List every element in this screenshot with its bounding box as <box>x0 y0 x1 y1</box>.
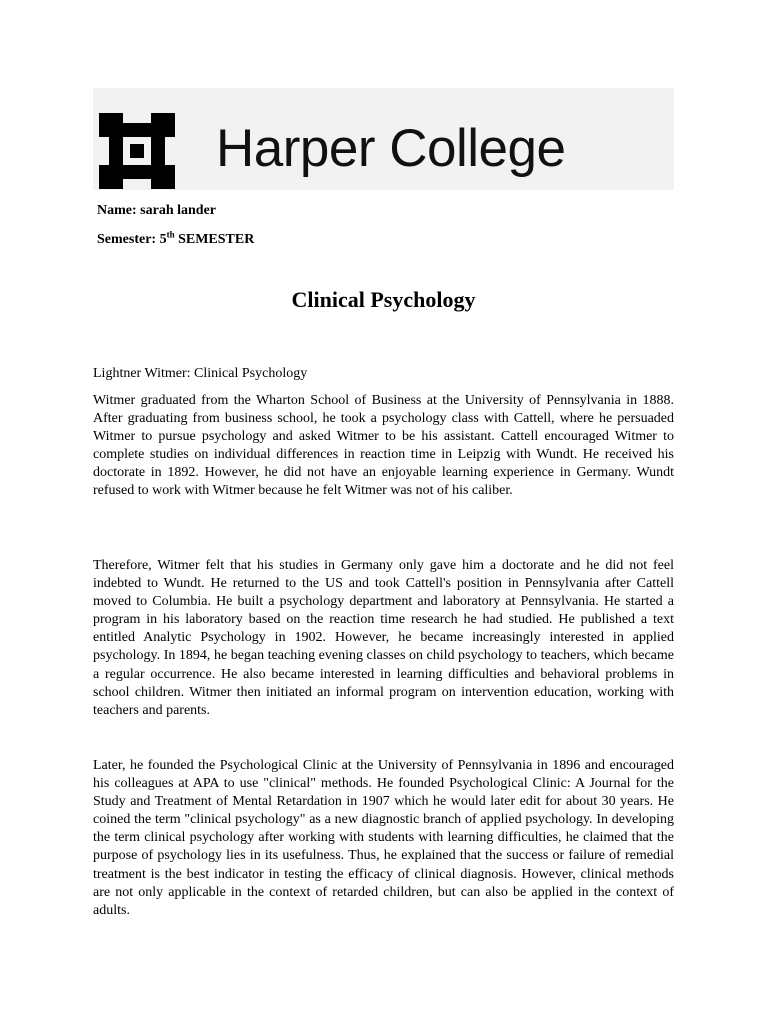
student-name-line <box>97 202 216 220</box>
section-subheading: Lightner Witmer: Clinical Psychology <box>93 366 308 381</box>
semester-word: SEMESTER <box>178 232 255 247</box>
semester-number: 5 <box>159 232 167 247</box>
semester-suffix: th <box>166 229 175 240</box>
name-value: sarah lander <box>140 203 216 218</box>
college-logo-text: Harper College <box>216 119 566 178</box>
paragraph-3: Later, he founded the Psychological Clinic at the University of Pennsylvania in 1896 and encouraged his colleagues at APA to use "clinical" methods. He founded Psychological Clinic: A Journal for the Study and Treatment of Mental Retardation in 1907 which he would later edit for about 30 years. He coined the term "clinical psychology" as a new diagnostic branch of applied psychology. In developing the term clinical psychology after working with students with learning difficulties, he claimed that the purpose of psychology lies in its usefulness. Thus, he explained that the success or failure of remedial treatment is the best indicator in testing the efficacy of clinical diagnosis. However, clinical methods are not only applicable in the context of retarded children, but can also be applied in the context of adults. <box>93 758 674 918</box>
semester-line <box>97 231 254 249</box>
paragraph-2: Therefore, Witmer felt that his studies in Germany only gave him a doctorate and he did not feel indebted to Wundt. He returned to the US and took Cattell's position in Pennsylvania after Cattell moved to Columbia. He built a psychology department and laboratory at Pennsylvania. He started a program in his laboratory based on the reaction time research he had studied. He published a text entitled Analytic Psychology in 1902. However, he became increasingly interested in applied psychology. In 1894, he began teaching evening classes on child psychology to teachers, which became a regular occurrence. He also became interested in learning difficulties and behavioral problems in school children. Witmer then initiated an informal program on intervention education, working with teachers and parents. <box>93 558 674 718</box>
document-title: Clinical Psychology <box>291 287 476 312</box>
paragraph-1: Witmer graduated from the Wharton School of Business at the University of Pennsylvania in 1888. After graduating from business school, he took a psychology class with Cattell, where he persuaded Witmer to pursue psychology and asked Witmer to be his assistant. Cattell encouraged Witmer to complete studies on individual differences in reaction time in Leipzig with Wundt. He received his doctorate in 1892. However, he did not have an enjoyable learning experience in Germany. Wundt refused to work with Witmer because he felt Witmer was not of his caliber. <box>93 393 674 499</box>
college-banner <box>93 88 674 190</box>
harper-college-mark-icon <box>99 113 175 189</box>
name-label: Name: <box>97 203 137 218</box>
semester-label: Semester: <box>97 232 157 247</box>
